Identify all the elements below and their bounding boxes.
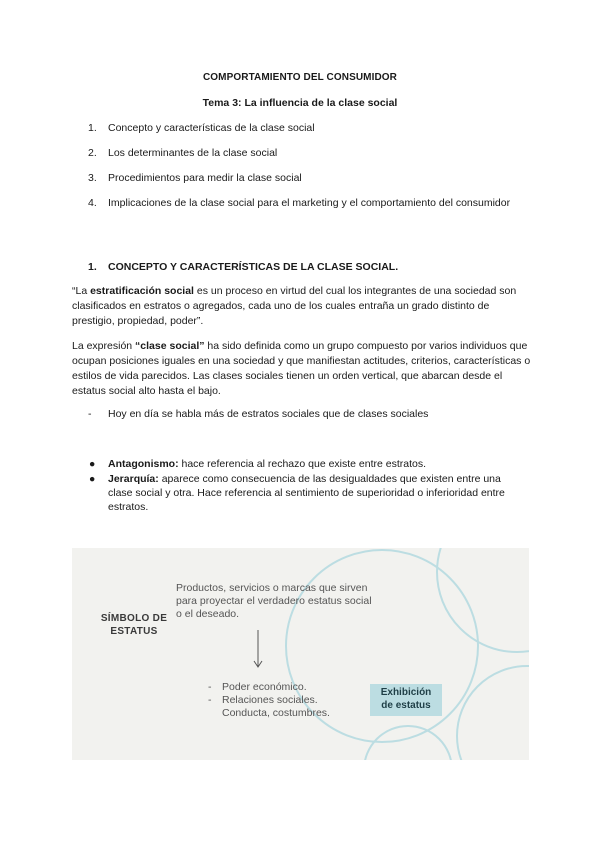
dash-mark: - [88, 408, 92, 420]
paragraph-text: La expresión [72, 340, 136, 352]
topic-text: Procedimientos para medir la clase social [108, 172, 302, 184]
status-symbol-label [79, 612, 189, 638]
topic-list [88, 121, 518, 221]
status-factor-item [208, 681, 358, 694]
status-factor-item [208, 694, 358, 720]
status-symbol-line: SÍMBOLO DE [100, 613, 168, 624]
status-factor-text: Relaciones sociales. Conducta, costumbres. [222, 694, 330, 719]
decorative-circles [72, 548, 529, 760]
topic-item [88, 121, 518, 135]
section-number: 1. [88, 261, 97, 273]
topic-number: 2. [88, 147, 97, 159]
topic-number: 3. [88, 172, 97, 184]
top-right-circle [437, 548, 529, 652]
dash-mark: - [208, 681, 212, 693]
status-display-box [370, 684, 442, 716]
topic-text: Concepto y características de la clase social [108, 122, 315, 134]
bullet-item [88, 457, 528, 471]
topic-item [88, 171, 518, 185]
bullet-list [88, 457, 528, 515]
dash-item-text: Hoy en día se habla más de estratos sociales que de clases sociales [108, 408, 429, 420]
paragraph-stratification [72, 284, 532, 329]
topic-text: Los determinantes de la clase social [108, 147, 278, 159]
document-subtitle: Tema 3: La influencia de la clase social [202, 97, 398, 109]
bullet-text: aparece como consecuencia de las desigualdades que existen entre una clase social y otra. Hace referencia al sentimiento de superioridad o inferioridad entre estratos. [108, 473, 505, 513]
paragraph-text: ha sido definida como un grupo compuesto por varios individuos que ocupan posiciones iguales en una sociedad y que manifiestan actitudes, criterios, características o estilos de vida parecidos. Las clases sociales tienen un orden vertical, que abarcan desde el estatus social alto hasta el bajo. [72, 340, 531, 397]
topic-number: 1. [88, 122, 97, 134]
status-symbol-description: Productos, servicios o marcas que sirven para proyectar el verdadero estatus social o el deseado. [176, 582, 372, 620]
document-title: COMPORTAMIENTO DEL CONSUMIDOR [202, 72, 397, 83]
bullet-dot-icon: ● [89, 473, 96, 485]
topic-item [88, 196, 518, 210]
topic-number: 4. [88, 197, 97, 209]
paragraph-text: es un proceso en virtud del cual los integrantes de una sociedad son clasificados en estratos o agregados, cada uno de los cuales entraña un grado distinto de prestigio, propiedad, poder”. [72, 285, 517, 327]
arrow-down-icon [252, 630, 264, 670]
paragraph-bold-term: estratificación social [90, 285, 194, 297]
status-factor-text: Poder económico. [222, 681, 307, 693]
section-title: CONCEPTO Y CARACTERÍSTICAS DE LA CLASE SOCIAL. [108, 261, 399, 273]
paragraph-bold-term: “clase social” [135, 340, 205, 352]
section-heading [88, 261, 398, 273]
status-factors-list [208, 681, 358, 720]
topic-text: Implicaciones de la clase social para el marketing y el comportamiento del consumidor [108, 197, 511, 209]
bottom-right-circle [457, 666, 529, 760]
dash-list-item [88, 407, 528, 422]
paragraph-text: “La [72, 285, 91, 297]
paragraph-social-class [72, 339, 532, 399]
topic-item [88, 146, 518, 160]
bullet-item [88, 472, 528, 514]
bottom-circle [364, 726, 452, 760]
status-symbol-figure [72, 548, 529, 760]
bullet-term: Jerarquía: [108, 473, 159, 485]
bullet-term: Antagonismo: [108, 458, 179, 470]
bullet-text: hace referencia al rechazo que existe entre estratos. [178, 458, 427, 470]
dash-mark: - [208, 694, 212, 706]
status-symbol-line: ESTATUS [110, 626, 158, 637]
status-display-line: Exhibición [380, 687, 432, 698]
status-display-line: de estatus [381, 700, 431, 711]
bullet-dot-icon: ● [89, 458, 96, 470]
